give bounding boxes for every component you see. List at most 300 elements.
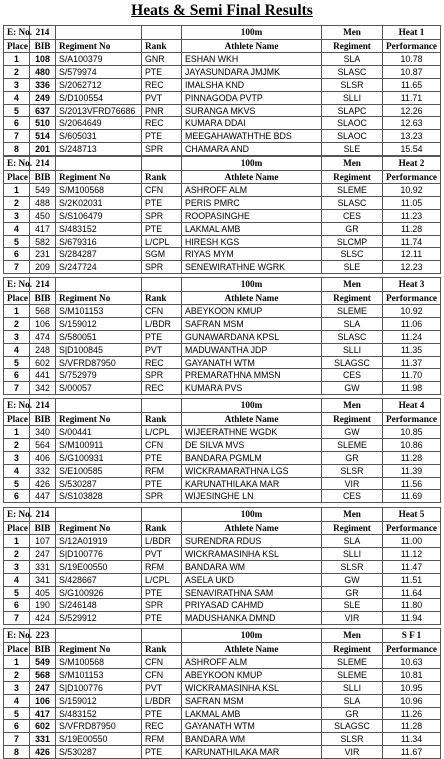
rank-cell: RFM <box>142 560 182 573</box>
rank-cell: SPR <box>142 599 182 612</box>
col-place: Place <box>4 642 30 656</box>
regiment-cell: SLSR <box>322 560 383 573</box>
athlete-cell: HIRESH KGS <box>182 235 322 248</box>
athlete-cell: MADUWANTHA JDP <box>182 343 322 356</box>
rank-cell: REC <box>142 382 182 395</box>
regiment-cell: VIR <box>322 612 383 625</box>
col-athlete: Athlete Name <box>182 170 322 184</box>
rank-cell: REC <box>142 720 182 733</box>
regiment-cell: SLSC <box>322 248 383 261</box>
heat-header-row <box>4 26 441 40</box>
heat-label: Heat 5 <box>383 508 441 522</box>
athlete-cell: ESHAN WKH <box>182 53 322 66</box>
place-cell: 6 <box>4 117 30 130</box>
heat-label: Heat 2 <box>383 157 441 171</box>
athlete-cell: WICKRAMARATHNA LGS <box>182 464 322 477</box>
table-row <box>4 464 441 477</box>
eno-label: E: No. <box>4 278 30 292</box>
performance-cell: 11.56 <box>383 477 441 490</box>
rank-cell: PTE <box>142 746 182 759</box>
heat-block <box>3 628 440 759</box>
regiment-cell: SLEME <box>322 438 383 451</box>
event-name: 100m <box>182 508 322 522</box>
table-row <box>4 65 441 78</box>
athlete-cell: WICKRAMASINHA KSL <box>182 547 322 560</box>
rank-cell: CFN <box>142 668 182 681</box>
heat-table <box>3 277 441 395</box>
col-performance: Performance <box>383 291 441 305</box>
place-cell: 4 <box>4 694 30 707</box>
table-row <box>4 343 441 356</box>
bib-cell: 249 <box>30 91 56 104</box>
rank-cell: PTE <box>142 586 182 599</box>
place-cell: 5 <box>4 477 30 490</box>
regno-cell: S/2064649 <box>56 117 142 130</box>
place-cell: 5 <box>4 104 30 117</box>
gender-label: Men <box>322 26 383 40</box>
rank-cell: PTE <box>142 196 182 209</box>
performance-cell: 11.94 <box>383 612 441 625</box>
col-performance: Performance <box>383 412 441 426</box>
place-cell: 3 <box>4 451 30 464</box>
place-cell: 5 <box>4 356 30 369</box>
performance-cell: 15.54 <box>383 143 441 156</box>
regno-cell: S/284287 <box>56 248 142 261</box>
rank-cell: PVT <box>142 547 182 560</box>
heat-table <box>3 628 441 759</box>
event-name: 100m <box>182 26 322 40</box>
athlete-cell: BANDARA WM <box>182 560 322 573</box>
regno-cell: S/2K02031 <box>56 196 142 209</box>
performance-cell: 11.26 <box>383 707 441 720</box>
performance-cell: 10.96 <box>383 694 441 707</box>
athlete-cell: SAFRAN MSM <box>182 694 322 707</box>
performance-cell: 11.06 <box>383 317 441 330</box>
athlete-cell: WIJESINGHE LN <box>182 490 322 503</box>
regno-cell: S/2062712 <box>56 78 142 91</box>
place-cell: 6 <box>4 248 30 261</box>
athlete-cell: PRIYASAD CAHMD <box>182 599 322 612</box>
table-row <box>4 261 441 274</box>
place-cell: 3 <box>4 681 30 694</box>
performance-cell: 11.23 <box>383 209 441 222</box>
regiment-cell: GW <box>322 573 383 586</box>
heat-header-row <box>4 157 441 171</box>
performance-cell: 10.63 <box>383 656 441 669</box>
place-cell: 1 <box>4 656 30 669</box>
regno-cell: S/M101153 <box>56 668 142 681</box>
regiment-cell: SLAPC <box>322 104 383 117</box>
place-cell: 6 <box>4 599 30 612</box>
regno-cell: S/E100585 <box>56 464 142 477</box>
table-row <box>4 535 441 548</box>
rank-cell: SPR <box>142 369 182 382</box>
table-row <box>4 681 441 694</box>
rank-cell: PTE <box>142 612 182 625</box>
regno-cell: S|D100776 <box>56 547 142 560</box>
bib-cell: 336 <box>30 78 56 91</box>
bib-cell: 568 <box>30 305 56 318</box>
performance-cell: 12.26 <box>383 104 441 117</box>
col-regiment: Regiment <box>322 39 383 53</box>
table-row <box>4 426 441 439</box>
col-regno: Regiment No <box>56 642 142 656</box>
regno-cell: S/483152 <box>56 707 142 720</box>
regiment-cell: SLE <box>322 143 383 156</box>
regno-cell: S/00057 <box>56 382 142 395</box>
blank-cell <box>56 508 142 522</box>
table-row <box>4 451 441 464</box>
table-row <box>4 130 441 143</box>
regno-cell: S/VFRD87950 <box>56 720 142 733</box>
regno-cell: S/579974 <box>56 65 142 78</box>
table-row <box>4 599 441 612</box>
bib-cell: 474 <box>30 330 56 343</box>
col-athlete: Athlete Name <box>182 521 322 535</box>
table-row <box>4 104 441 117</box>
rank-cell: CFN <box>142 305 182 318</box>
regno-cell: S/19E00550 <box>56 733 142 746</box>
col-place: Place <box>4 412 30 426</box>
table-row <box>4 78 441 91</box>
regiment-cell: GR <box>322 222 383 235</box>
performance-cell: 10.86 <box>383 438 441 451</box>
athlete-cell: BANDARA PGMLM <box>182 451 322 464</box>
performance-cell: 11.67 <box>383 746 441 759</box>
table-row <box>4 184 441 197</box>
regiment-cell: SLCMP <box>322 235 383 248</box>
rank-cell: PTE <box>142 477 182 490</box>
rank-cell: L/CPL <box>142 426 182 439</box>
regiment-cell: SLASC <box>322 196 383 209</box>
place-cell: 1 <box>4 305 30 318</box>
col-performance: Performance <box>383 170 441 184</box>
athlete-cell: PREMARATHNA MMSN <box>182 369 322 382</box>
table-row <box>4 438 441 451</box>
table-row <box>4 733 441 746</box>
rank-cell: L/CPL <box>142 235 182 248</box>
table-row <box>4 612 441 625</box>
rank-cell: SPR <box>142 490 182 503</box>
heat-label: Heat 4 <box>383 399 441 413</box>
regiment-cell: SLEME <box>322 656 383 669</box>
col-regiment: Regiment <box>322 412 383 426</box>
blank-cell <box>142 629 182 643</box>
regiment-cell: CES <box>322 369 383 382</box>
rank-cell: REC <box>142 78 182 91</box>
bib-cell: 488 <box>30 196 56 209</box>
regno-cell: S/19E00550 <box>56 560 142 573</box>
table-row <box>4 143 441 156</box>
col-rank: Rank <box>142 39 182 53</box>
bib-cell: 417 <box>30 707 56 720</box>
table-row <box>4 382 441 395</box>
place-cell: 3 <box>4 209 30 222</box>
athlete-cell: KUMARA PVS <box>182 382 322 395</box>
page-title: Heats & Semi Final Results <box>131 2 313 19</box>
heat-header-row <box>4 399 441 413</box>
column-header-row <box>4 642 441 656</box>
place-cell: 1 <box>4 535 30 548</box>
col-regiment: Regiment <box>322 642 383 656</box>
column-header-row <box>4 291 441 305</box>
rank-cell: CFN <box>142 656 182 669</box>
bib-cell: 201 <box>30 143 56 156</box>
regiment-cell: GW <box>322 382 383 395</box>
regno-cell: S/159012 <box>56 694 142 707</box>
rank-cell: PTE <box>142 130 182 143</box>
rank-cell: CFN <box>142 438 182 451</box>
athlete-cell: DE SILVA MVS <box>182 438 322 451</box>
performance-cell: 10.95 <box>383 681 441 694</box>
bib-cell: 342 <box>30 382 56 395</box>
performance-cell: 11.05 <box>383 196 441 209</box>
bib-cell: 582 <box>30 235 56 248</box>
place-cell: 3 <box>4 560 30 573</box>
table-row <box>4 356 441 369</box>
rank-cell: PVT <box>142 343 182 356</box>
rank-cell: L/BDR <box>142 535 182 548</box>
regno-cell: S/247724 <box>56 261 142 274</box>
regno-cell: S/S106479 <box>56 209 142 222</box>
regno-cell: S/483152 <box>56 222 142 235</box>
performance-cell: 12.63 <box>383 117 441 130</box>
regiment-cell: SLEME <box>322 305 383 318</box>
bib-cell: 637 <box>30 104 56 117</box>
blank-cell <box>142 157 182 171</box>
regiment-cell: GR <box>322 451 383 464</box>
regno-cell: S/M101153 <box>56 305 142 318</box>
regiment-cell: SLA <box>322 317 383 330</box>
event-name: 100m <box>182 399 322 413</box>
regiment-cell: SLLI <box>322 343 383 356</box>
rank-cell: PTE <box>142 707 182 720</box>
regno-cell: S/M100568 <box>56 184 142 197</box>
regiment-cell: SLAGSC <box>322 356 383 369</box>
regiment-cell: GR <box>322 586 383 599</box>
regiment-cell: SLEME <box>322 184 383 197</box>
col-rank: Rank <box>142 412 182 426</box>
col-bib: BIB <box>30 412 56 426</box>
blank-cell <box>56 629 142 643</box>
performance-cell: 10.85 <box>383 426 441 439</box>
performance-cell: 12.23 <box>383 261 441 274</box>
place-cell: 5 <box>4 235 30 248</box>
performance-cell: 11.98 <box>383 382 441 395</box>
heat-block <box>3 156 440 274</box>
bib-cell: 108 <box>30 53 56 66</box>
table-row <box>4 668 441 681</box>
table-row <box>4 91 441 104</box>
athlete-cell: LAKMAL AMB <box>182 707 322 720</box>
event-name: 100m <box>182 629 322 643</box>
regno-cell: S/00441 <box>56 426 142 439</box>
event-name: 100m <box>182 278 322 292</box>
athlete-cell: PERIS PMRC <box>182 196 322 209</box>
place-cell: 7 <box>4 130 30 143</box>
col-performance: Performance <box>383 642 441 656</box>
performance-cell: 11.24 <box>383 330 441 343</box>
rank-cell: GNR <box>142 53 182 66</box>
performance-cell: 10.78 <box>383 53 441 66</box>
col-athlete: Athlete Name <box>182 39 322 53</box>
athlete-cell: ASHROFF ALM <box>182 184 322 197</box>
bib-cell: 447 <box>30 490 56 503</box>
performance-cell: 11.74 <box>383 235 441 248</box>
table-row <box>4 490 441 503</box>
place-cell: 2 <box>4 65 30 78</box>
regno-cell: S/M100911 <box>56 438 142 451</box>
regiment-cell: SLA <box>322 535 383 548</box>
place-cell: 8 <box>4 746 30 759</box>
table-row <box>4 330 441 343</box>
col-bib: BIB <box>30 39 56 53</box>
column-header-row <box>4 521 441 535</box>
bib-cell: 405 <box>30 586 56 599</box>
regno-cell: S/530287 <box>56 477 142 490</box>
bib-cell: 107 <box>30 535 56 548</box>
bib-cell: 331 <box>30 733 56 746</box>
col-regno: Regiment No <box>56 170 142 184</box>
bib-cell: 602 <box>30 356 56 369</box>
heat-header-row <box>4 629 441 643</box>
col-place: Place <box>4 39 30 53</box>
place-cell: 4 <box>4 222 30 235</box>
bib-cell: 247 <box>30 547 56 560</box>
rank-cell: PNR <box>142 104 182 117</box>
heat-header-row <box>4 508 441 522</box>
blank-cell <box>142 278 182 292</box>
eno-label: E: No. <box>4 157 30 171</box>
heat-block <box>3 507 440 625</box>
regno-cell: S/246148 <box>56 599 142 612</box>
table-row <box>4 573 441 586</box>
bib-cell: 564 <box>30 438 56 451</box>
eno-value: 214 <box>30 278 56 292</box>
rank-cell: SGM <box>142 248 182 261</box>
athlete-cell: GUNAWARDANA KPSL <box>182 330 322 343</box>
table-row <box>4 53 441 66</box>
athlete-cell: JAYASUNDARA JMJMK <box>182 65 322 78</box>
col-athlete: Athlete Name <box>182 642 322 656</box>
column-header-row <box>4 412 441 426</box>
athlete-cell: ASELA UKD <box>182 573 322 586</box>
place-cell: 7 <box>4 612 30 625</box>
heat-table <box>3 25 441 156</box>
bib-cell: 426 <box>30 746 56 759</box>
place-cell: 6 <box>4 490 30 503</box>
bib-cell: 549 <box>30 656 56 669</box>
col-regno: Regiment No <box>56 521 142 535</box>
col-bib: BIB <box>30 642 56 656</box>
athlete-cell: SAFRAN MSM <box>182 317 322 330</box>
athlete-cell: SURENDRA RDUS <box>182 535 322 548</box>
regiment-cell: SLSR <box>322 78 383 91</box>
regno-cell: S/159012 <box>56 317 142 330</box>
bib-cell: 231 <box>30 248 56 261</box>
regno-cell: S|D100776 <box>56 681 142 694</box>
regiment-cell: GW <box>322 426 383 439</box>
regno-cell: S/G100926 <box>56 586 142 599</box>
rank-cell: REC <box>142 356 182 369</box>
regno-cell: S/G100931 <box>56 451 142 464</box>
table-row <box>4 222 441 235</box>
athlete-cell: IMALSHA KND <box>182 78 322 91</box>
performance-cell: 11.64 <box>383 586 441 599</box>
col-place: Place <box>4 291 30 305</box>
regno-cell: S/605031 <box>56 130 142 143</box>
column-header-row <box>4 170 441 184</box>
rank-cell: PTE <box>142 222 182 235</box>
regno-cell: S/529912 <box>56 612 142 625</box>
col-rank: Rank <box>142 642 182 656</box>
place-cell: 2 <box>4 438 30 451</box>
place-cell: 5 <box>4 586 30 599</box>
place-cell: 5 <box>4 707 30 720</box>
regiment-cell: SLLI <box>322 547 383 560</box>
bib-cell: 602 <box>30 720 56 733</box>
table-row <box>4 369 441 382</box>
performance-cell: 11.71 <box>383 91 441 104</box>
athlete-cell: SENEWIRATHNE WGRK <box>182 261 322 274</box>
performance-cell: 11.39 <box>383 464 441 477</box>
athlete-cell: SENAVIRATHNA SAM <box>182 586 322 599</box>
regno-cell: S|D100845 <box>56 343 142 356</box>
regiment-cell: VIR <box>322 746 383 759</box>
athlete-cell: KUMARA DDAI <box>182 117 322 130</box>
performance-cell: 11.00 <box>383 535 441 548</box>
place-cell: 2 <box>4 196 30 209</box>
athlete-cell: ABEYKOON KMUP <box>182 668 322 681</box>
table-row <box>4 209 441 222</box>
place-cell: 4 <box>4 91 30 104</box>
table-row <box>4 248 441 261</box>
table-row <box>4 656 441 669</box>
heat-block <box>3 25 440 156</box>
rank-cell: PVT <box>142 681 182 694</box>
eno-label: E: No. <box>4 508 30 522</box>
eno-label: E: No. <box>4 399 30 413</box>
eno-label: E: No. <box>4 26 30 40</box>
gender-label: Men <box>322 278 383 292</box>
athlete-cell: SURANGA MKVS <box>182 104 322 117</box>
performance-cell: 11.34 <box>383 733 441 746</box>
performance-cell: 10.92 <box>383 184 441 197</box>
regiment-cell: SLA <box>322 694 383 707</box>
performance-cell: 11.51 <box>383 573 441 586</box>
regiment-cell: SLSR <box>322 733 383 746</box>
bib-cell: 332 <box>30 464 56 477</box>
place-cell: 3 <box>4 330 30 343</box>
table-row <box>4 317 441 330</box>
athlete-cell: KARUNATHILAKA MAR <box>182 477 322 490</box>
bib-cell: 417 <box>30 222 56 235</box>
performance-cell: 11.28 <box>383 720 441 733</box>
bib-cell: 341 <box>30 573 56 586</box>
table-row <box>4 694 441 707</box>
bib-cell: 549 <box>30 184 56 197</box>
heat-table <box>3 156 441 274</box>
athlete-cell: PINNAGODA PVTP <box>182 91 322 104</box>
col-regiment: Regiment <box>322 291 383 305</box>
regno-cell: S/M100568 <box>56 656 142 669</box>
place-cell: 2 <box>4 547 30 560</box>
place-cell: 1 <box>4 184 30 197</box>
heat-block <box>3 398 440 503</box>
bib-cell: 441 <box>30 369 56 382</box>
col-rank: Rank <box>142 521 182 535</box>
heat-table <box>3 398 441 503</box>
